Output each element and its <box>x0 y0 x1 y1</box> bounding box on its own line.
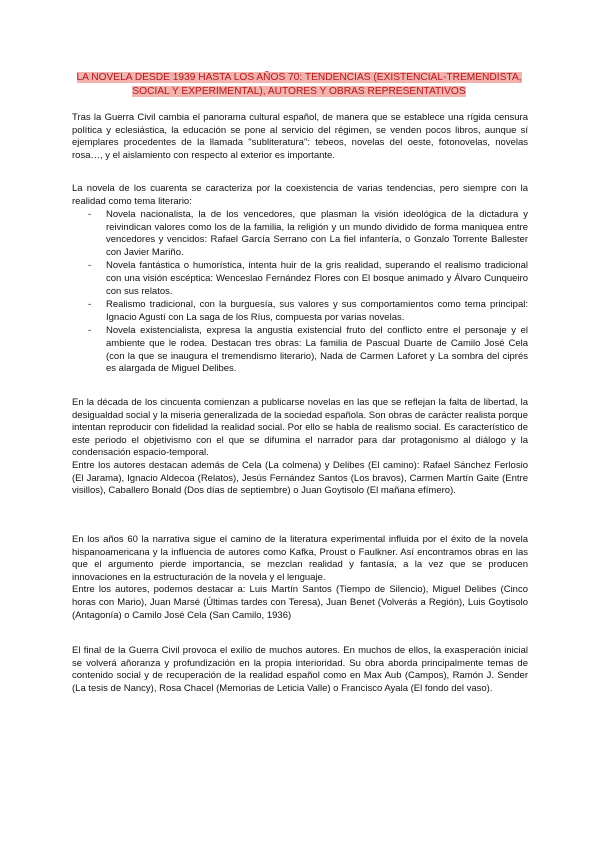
paragraph-fifties-authors: Entre los autores destacan además de Cela (La colmena) y Delibes (El camino): Rafael Sánchez Ferlosio (El Jarama), Ignacio Aldecoa (Relatos), Jesús Fernández Santos (Los bravos), Carmen Martín Gaite (Entre visillos), Caballero Bonald (Dos días de septiembre) o Juan Goytisolo (El mañana efímero). <box>72 459 528 497</box>
list-item <box>72 325 528 375</box>
paragraph-postwar-context: Tras la Guerra Civil cambia el panorama cultural español, de manera que se establece una rígida censura política y eclesiástica, la educación se pone al servicio del régimen, se venden pocos libros, aunque sí ejemplares procedentes de la llamada "subliteratura": tebeos, novelas del oeste, fotonovelas, novelas rosa…, y el aislamiento con respecto al exterior es importante. <box>72 112 528 161</box>
dash-bullet: - <box>88 260 92 272</box>
paragraph-sixties-authors: Entre los autores, podemos destacar a: Luis Martín Santos (Tiempo de Silencio), Miguel Delibes (Cinco horas con Mario), Juan Marsé (Últimas tardes con Teresa), Juan Benet (Volverás a Región), Luis Goytisolo (Antagonía) o Camilo José Cela (San Camilo, 1936) <box>72 584 528 621</box>
list-item <box>72 209 528 259</box>
list-item-text: Realismo tradicional, con la burguesía, sus valores y sus comportamientos como tema principal: Ignacio Agustí con La saga de los Ríus, compuesta por varias novelas. <box>106 299 528 323</box>
fifties-block <box>72 397 528 498</box>
dash-bullet: - <box>88 325 92 337</box>
list-item-text: Novela existencialista, expresa la angustia existencial fruto del conflicto entre el personaje y el ambiente que le rodea. Destacan tres obras: La familia de Pascual Duarte de Camilo José Cela (con la que se inaugura el tremendismo literario), Nada de Carmen Laforet y La sombra del ciprés es alargada de Miguel Delibes. <box>106 325 528 375</box>
intro-paragraph-block <box>72 112 528 162</box>
forties-intro-block <box>72 183 528 208</box>
dash-bullet: - <box>88 299 92 311</box>
list-item-text: Novela fantástica o humorística, intenta huir de la gris realidad, superando el realismo tradicional con una visión escéptica: Wenceslao Fernández Flores con El bosque animado y Álvaro Cunqueiro con sus relatos. <box>106 260 528 297</box>
list-item <box>72 299 528 324</box>
exile-block <box>72 645 528 695</box>
paragraph-forties-intro: La novela de los cuarenta se caracteriza por la coexistencia de varias tendencias, pero siempre con la realidad como tema literario: <box>72 183 528 207</box>
list-item <box>72 260 528 298</box>
paragraph-exile: El final de la Guerra Civil provoca el exilio de muchos autores. En muchos de ellos, la exasperación inicial se volverá añoranza y profundización en la propia interioridad. Su obra aborda principalmente temas de contenido social y de recuperación de la realidad español como en Max Aub (Campos), Ramón J. Sender (La tesis de Nancy), Rosa Chacel (Memorias de Leticia Valle) o Francisco Ayala (El fondo del vaso). <box>72 645 528 694</box>
tendencies-list <box>72 209 528 377</box>
paragraph-experimental-novel: En los años 60 la narrativa sigue el camino de la literatura experimental influida por el éxito de la novela hispanoamericana y la influencia de autores como Kafka, Proust o Faulkner. Así encontramos obras en las que el argumento pierde importancia, se mezclan realidad y fantasía, a la vez que se producen innovaciones en la estructuración de la novela y el lenguaje. <box>72 534 528 583</box>
title-highlight: LA NOVELA DESDE 1939 HASTA LOS AÑOS 70: TENDENCIAS (EXISTENCIAL-TREMENDISTA, SOCIAL Y EXPERIMENTAL), AUTORES Y OBRAS REPRESENTATIVOS <box>76 72 522 97</box>
document-title <box>62 71 536 99</box>
paragraph-social-realism: En la década de los cincuenta comienzan a publicarse novelas en las que se reflejan la falta de libertad, la desigualdad social y la miseria generalizada de la sociedad española. Son obras de carácter realista porque intentan reproducir con fidelidad la realidad social. Por ello se habla de realismo social. Es característico de este periodo el objetivismo con el que se difumina el narrador para dar protagonismo al diálogo y la condensación espacio-temporal. <box>72 397 528 459</box>
sixties-block <box>72 534 528 622</box>
list-item-text: Novela nacionalista, la de los vencedores, que plasman la visión ideológica de la dictadura y reivindican valores como los de la familia, la religión y un mundo dividido de forma maniquea entre vencedores y vencidos: Rafael García Serrano con La fiel infantería, o Gonzalo Torrente Ballester con Javier Mariño. <box>106 209 528 258</box>
dash-bullet: - <box>88 209 92 220</box>
